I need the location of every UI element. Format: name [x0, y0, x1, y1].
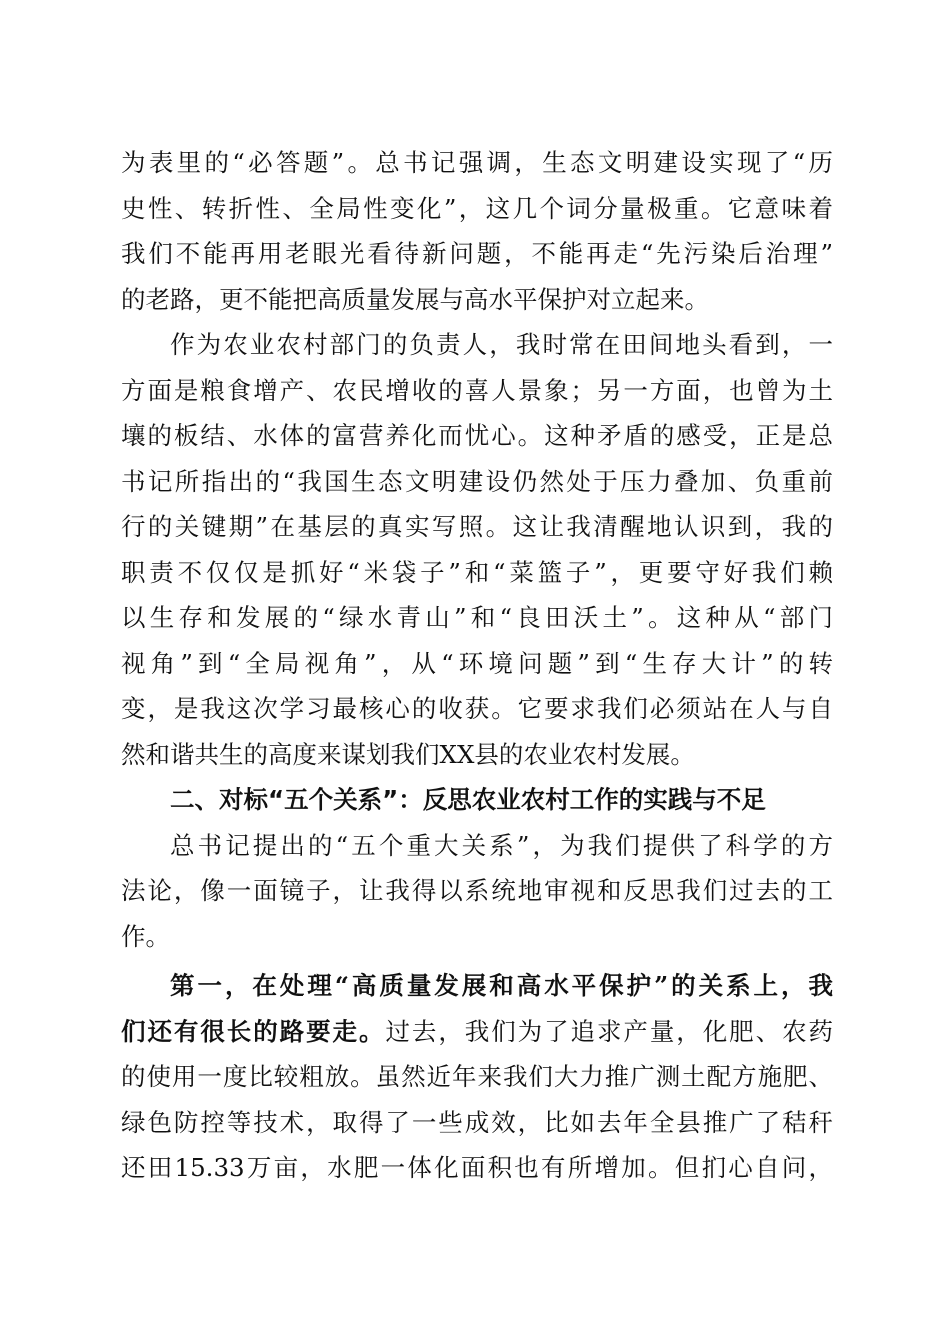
text-line: 壤的板结、水体的富营养化而忧心。这种矛盾的感受，正是总 [121, 421, 833, 450]
text-line: 法论，像一面镜子，让我得以系统地审视和反思我们过去的工 [121, 876, 833, 905]
text-line: 变，是我这次学习最核心的收获。它要求我们必须站在人与自 [121, 694, 833, 723]
paragraph-responsibility [121, 322, 833, 777]
text-line: 我们不能再用老眼光看待新问题，不能再走“先污染后治理” [121, 239, 833, 268]
bold-lead-text: 们还有很长的路要走。 [121, 1016, 386, 1046]
text-line: 然和谐共生的高度来谋划我们XX县的农业农村发展。 [121, 739, 695, 769]
text-line: 以生存和发展的“绿水青山”和“良田沃土”。这种从“部门 [121, 603, 833, 632]
paragraph-continuation [121, 140, 833, 322]
text-line: 视角”到“全局视角”，从“环境问题”到“生存大计”的转 [121, 648, 833, 678]
text-line: 作。 [121, 921, 170, 951]
text-line: 为表里的“必答题”。总书记强调，生态文明建设实现了“历 [121, 148, 833, 177]
bold-lead-line: 第一，在处理“高质量发展和高水平保护”的关系上，我 [170, 971, 833, 1000]
text-segment: 过去，我们为了追求产量，化肥、农药 [385, 1016, 834, 1046]
text-line: 的老路，更不能把高质量发展与高水平保护对立起来。 [121, 284, 709, 314]
document-body [121, 140, 833, 1191]
text-line: 还田15.33万亩，水肥一体化面积也有所增加。但扪心自问， [121, 1153, 833, 1182]
text-line: 总书记提出的“五个重大关系”，为我们提供了科学的方 [170, 830, 833, 860]
text-line: 绿色防控等技术，取得了一些成效，比如去年全县推广了秸秆 [121, 1107, 833, 1137]
text-line: 职责不仅仅是抓好“米袋子”和“菜篮子”，更要守好我们赖 [121, 557, 833, 587]
mixed-line [121, 1009, 833, 1055]
section-heading: 二、对标“五个关系”：反思农业农村工作的实践与不足 [170, 785, 766, 814]
text-line: 方面是粮食增产、农民增收的喜人景象；另一方面，也曾为土 [121, 375, 833, 405]
text-line: 书记所指出的“我国生态文明建设仍然处于压力叠加、负重前 [121, 466, 833, 496]
paragraph-point-one [121, 963, 833, 1191]
paragraph-five-relations [121, 823, 833, 960]
text-line: 行的关键期”在基层的真实写照。这让我清醒地认识到，我的 [121, 512, 833, 541]
text-line: 作为农业农村部门的负责人，我时常在田间地头看到，一 [170, 330, 833, 359]
text-line: 的使用一度比较粗放。虽然近年来我们大力推广测土配方施肥、 [121, 1062, 833, 1091]
text-line: 史性、转折性、全局性变化”，这几个词分量极重。它意味着 [121, 193, 833, 223]
